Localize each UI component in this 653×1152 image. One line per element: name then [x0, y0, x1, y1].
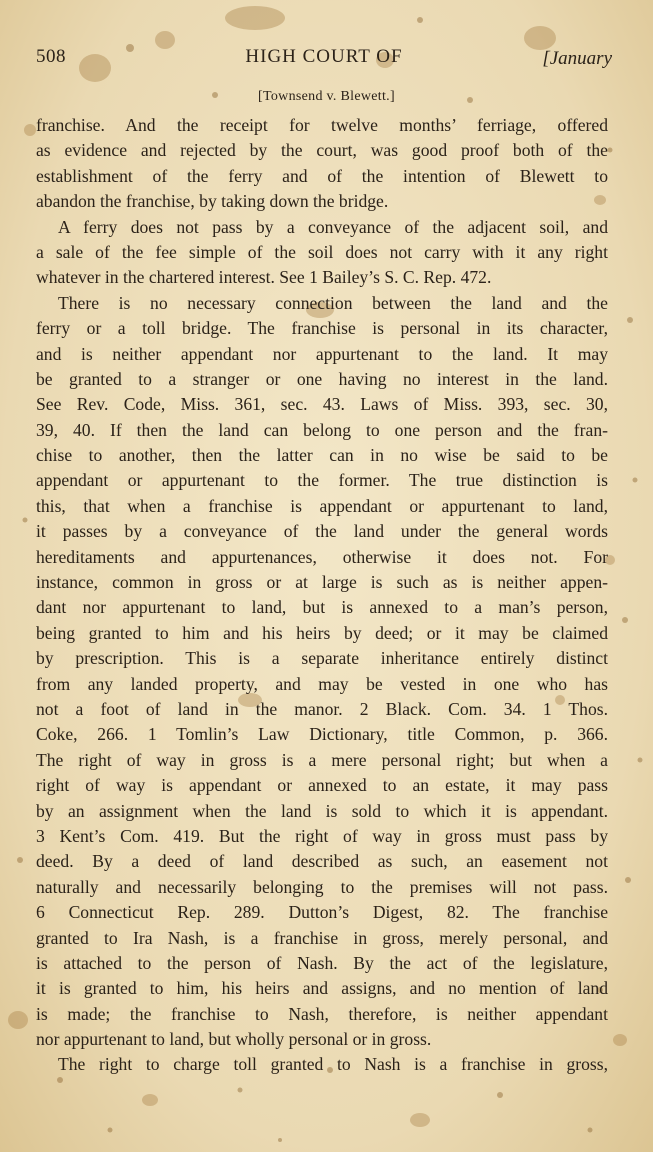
text-line: There is no necessary connection between the land and the [58, 292, 608, 313]
text-line: The right to charge toll granted to Nash is a franchise in gross, [58, 1054, 608, 1075]
text-line: granted to Ira Nash, is a franchise in gross, merely personal, and [36, 927, 608, 948]
running-header [36, 44, 612, 74]
text-line: as evidence and rejected by the court, was good proof both of the [36, 140, 608, 161]
text-line: by an assignment when the land is sold to which it is appendant. [36, 800, 608, 821]
running-title: HIGH COURT OF [245, 46, 403, 67]
text-line: franchise. And the receipt for twelve months’ ferriage, offered [36, 115, 608, 135]
text-line: not a foot of land in the manor. 2 Black. Com. 34. 1 Thos. [36, 698, 608, 719]
text-line: appendant or appurtenant to the former. The true distinction is [36, 470, 608, 491]
text-line: hereditaments and appurtenances, otherwise it does not. For [36, 546, 608, 567]
text-line: by prescription. This is a separate inheritance entirely distinct [36, 648, 608, 669]
text-line: being granted to him and his heirs by deed; or it may be claimed [36, 622, 608, 643]
text-line: The right of way in gross is a mere personal right; but when a [36, 749, 608, 770]
text-line: ferry or a toll bridge. The franchise is personal in its character, [36, 318, 608, 339]
text-line: it is granted to him, his heirs and assigns, and no mention of land [36, 978, 608, 999]
text-line: A ferry does not pass by a conveyance of the adjacent soil, and [58, 216, 608, 237]
text-line: nor appurtenant to land, but wholly personal or in gross. [36, 1029, 432, 1050]
text-line: dant nor appurtenant to land, but is annexed to a man’s person, [36, 597, 608, 618]
text-line: chise to another, then the latter can in no wise be said to be [36, 445, 608, 466]
text-line: Coke, 266. 1 Tomlin’s Law Dictionary, title Common, p. 366. [36, 724, 608, 745]
text-line: establishment of the ferry and of the intention of Blewett to [36, 165, 608, 186]
text-line: it passes by a conveyance of the land under the general words [36, 521, 608, 542]
text-line: deed. By a deed of land described as such, an easement not [36, 851, 608, 872]
text-line: be granted to a stranger or one having no interest in the land. [36, 368, 608, 389]
case-caption: [Townsend v. Blewett.] [258, 89, 395, 104]
text-line: instance, common in gross or at large is such as is neither appen- [36, 572, 608, 593]
text-line: is attached to the person of Nash. By the act of the legislature, [36, 952, 608, 973]
text-line: this, that when a franchise is appendant or appurtenant to land, [36, 495, 608, 516]
text-line: 39, 40. If then the land can belong to one person and the fran- [36, 419, 608, 440]
body-text [36, 113, 608, 1078]
text-line: abandon the franchise, by taking down the bridge. [36, 191, 389, 212]
running-date: [January [542, 48, 612, 69]
text-line: and is neither appendant nor appurtenant to the land. It may [36, 343, 608, 364]
text-line: 3 Kent’s Com. 419. But the right of way in gross must pass by [36, 825, 608, 846]
text-line: 6 Connecticut Rep. 289. Dutton’s Digest, 82. The franchise [36, 902, 608, 923]
page-number: 508 [36, 46, 66, 67]
text-line: naturally and necessarily belonging to the premises will not pass. [36, 876, 608, 897]
text-line: See Rev. Code, Miss. 361, sec. 43. Laws of Miss. 393, sec. 30, [36, 394, 608, 415]
text-line: from any landed property, and may be vested in one who has [36, 673, 608, 694]
text-line: is made; the franchise to Nash, therefore, is neither appendant [36, 1003, 608, 1024]
text-line: whatever in the chartered interest. See 1 Bailey’s S. C. Rep. 472. [36, 267, 492, 288]
text-line: a sale of the fee simple of the soil does not carry with it any right [36, 241, 608, 262]
text-line: right of way is appendant or annexed to an estate, it may pass [36, 775, 608, 796]
